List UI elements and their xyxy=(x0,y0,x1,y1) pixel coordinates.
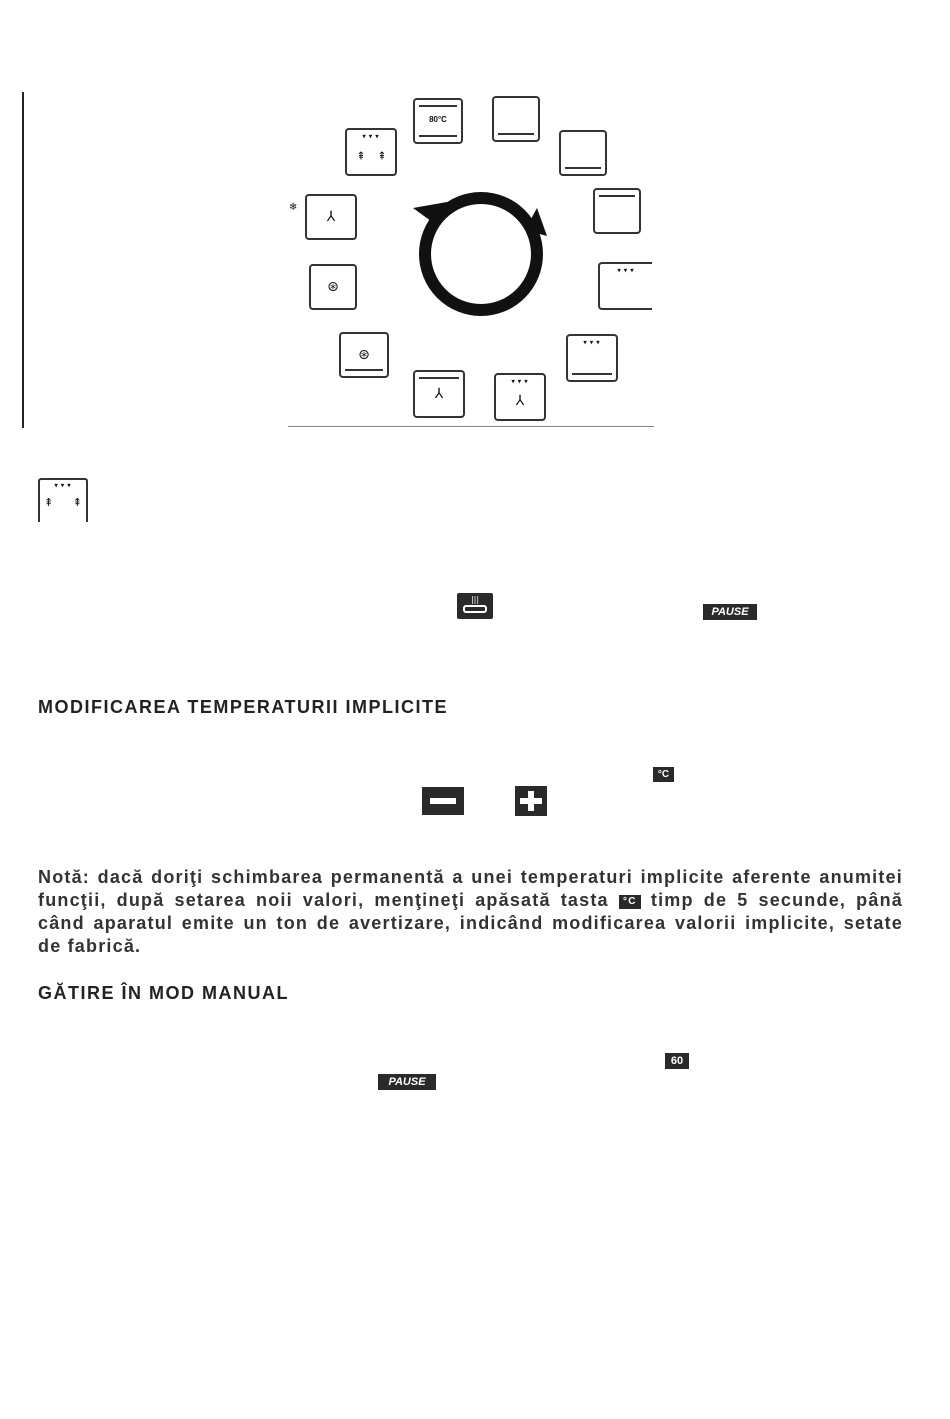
function-defrost-fan-icon: ⅄ xyxy=(305,194,357,240)
function-grill-icon: ▾▾▾ xyxy=(598,262,652,310)
function-bottom-heat-icon xyxy=(492,96,540,142)
function-fan-bottom-icon: ⅄ xyxy=(413,370,465,418)
grill-fan-function-icon: ▾▾▾ ⇞ ⇞ xyxy=(38,478,88,522)
function-grill-fan-icon: ▾▾▾ ⇞ ⇞ xyxy=(345,128,397,176)
celsius-key-inline-icon: °C xyxy=(619,895,641,909)
minus-key-icon xyxy=(422,787,464,815)
pause-key-icon: PAUSE xyxy=(703,604,757,620)
heading-manual-cooking: GĂTIRE ÎN MOD MANUAL xyxy=(38,983,289,1003)
celsius-key-icon: °C xyxy=(653,767,674,782)
margin-rule xyxy=(22,92,24,428)
function-temp-80-icon: 80°C xyxy=(413,98,463,144)
function-ring-fan-icon: ⊛ xyxy=(309,264,357,310)
pause-key-icon-2: PAUSE xyxy=(378,1074,436,1090)
function-lower-heat-icon xyxy=(559,130,607,176)
heading-default-temperature: MODIFICAREA TEMPERATURII IMPLICITE xyxy=(38,697,448,717)
function-fan-grill-icon: ▾▾▾ ⅄ xyxy=(494,373,546,421)
function-ring-fan-bottom-icon: ⊛ xyxy=(339,332,389,378)
key-60-icon: 60 xyxy=(665,1053,689,1069)
function-grill-bottom-icon: ▾▾▾ xyxy=(566,334,618,382)
diagram-baseline xyxy=(288,426,654,427)
function-upper-heat-icon xyxy=(593,188,641,234)
function-diagram xyxy=(285,90,657,430)
note-text-start: Notă: dacă doriţi schimbarea permanentă a unei temperaturi implicite aferente anumitei funcţii, după setarea noii valori, menţineţi apăsată tasta xyxy=(38,867,903,910)
steam-key-icon: ||| xyxy=(457,593,493,619)
note-paragraph xyxy=(38,866,903,958)
defrost-icon: ❄ xyxy=(289,202,298,213)
plus-key-icon xyxy=(515,786,547,816)
note-text-end: timp de 5 secunde, până când aparatul emite un ton de avertizare, indicând modificarea valorii implicite, setate de fabrică. xyxy=(38,890,903,956)
